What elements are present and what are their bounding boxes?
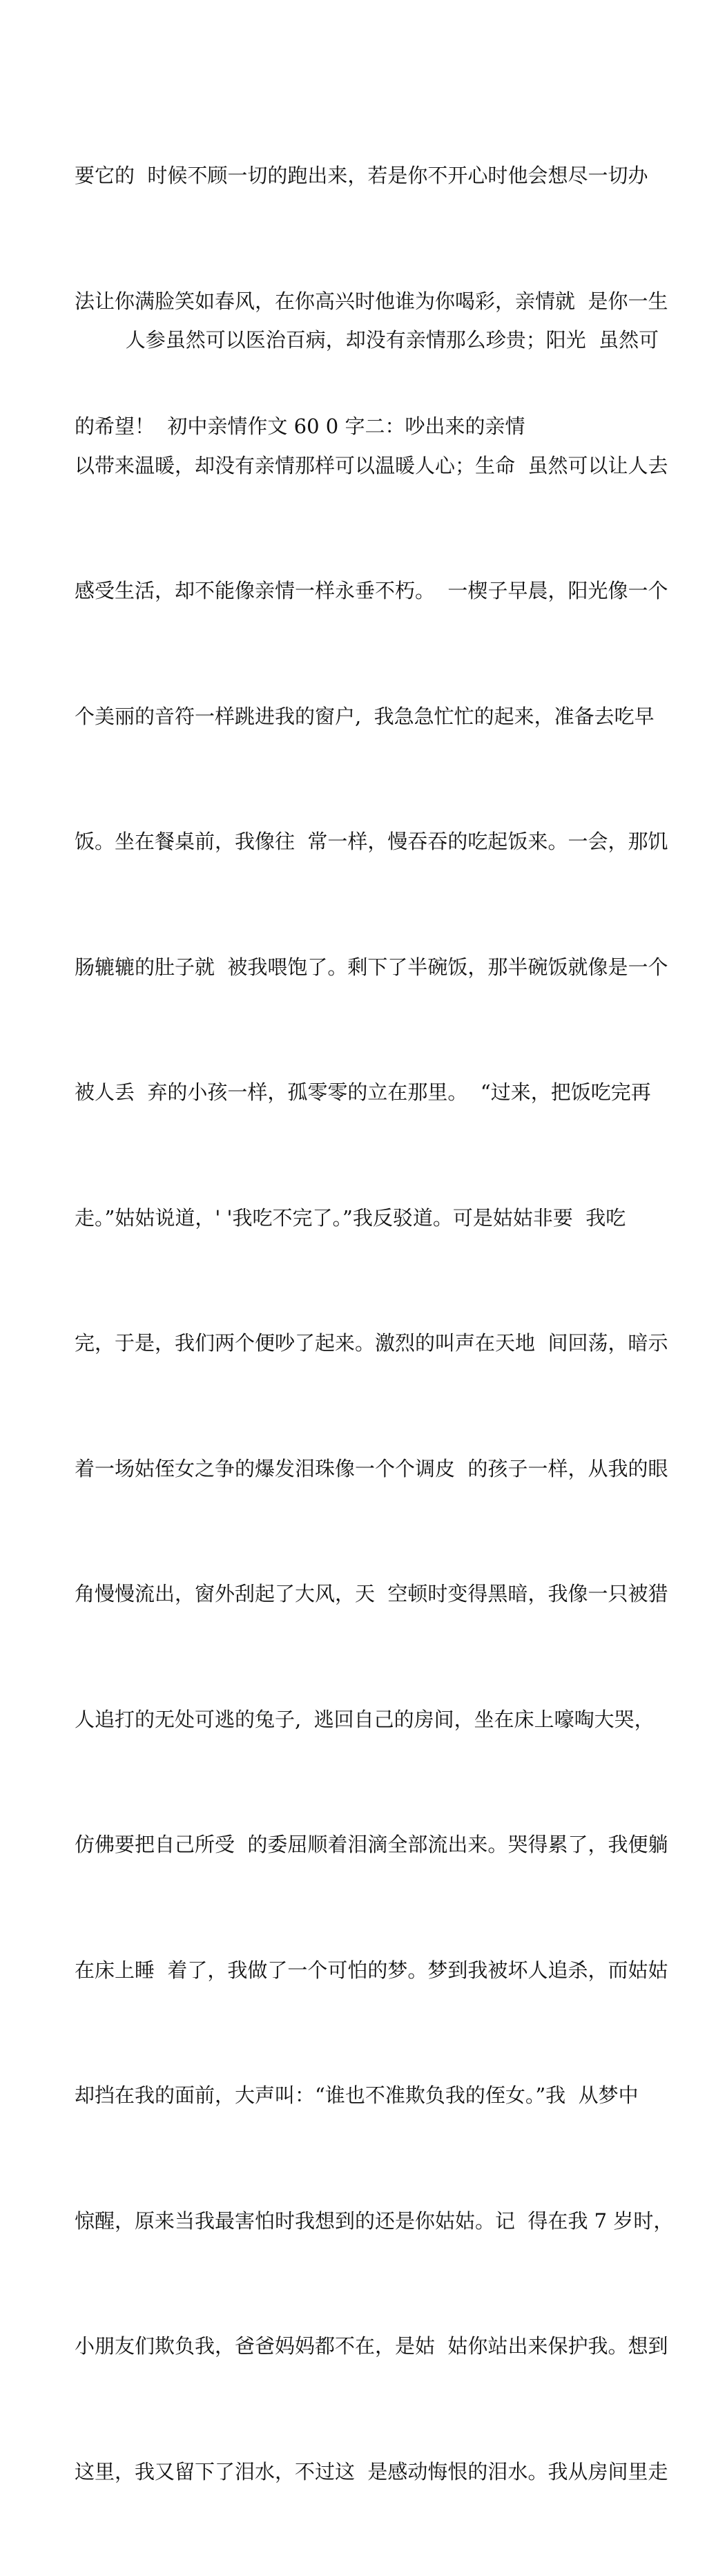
text-line: 饭。坐在餐桌前，我像往 常一样，慢吞吞的吃起饭来。一会，那饥: [75, 830, 668, 853]
text-line: 要它的 时候不顾一切的跑出来，若是你不开心时他会想尽一切办: [75, 164, 648, 187]
text-line: 角慢慢流出，窗外刮起了大风，天 空顿时变得黑暗，我像一只被猎: [75, 1582, 668, 1605]
text-line: 小朋友们欺负我，爸爸妈妈都不在，是姑 姑你站出来保护我。想到: [75, 2334, 668, 2358]
text-line: 完，于是，我们两个便吵了起来。激烈的叫声在天地 间回荡，暗示: [75, 1331, 668, 1355]
text-line: 走。”姑姑说道，' '我吃不完了。”我反驳道。可是姑姑非要 我吃: [75, 1205, 626, 1230]
text-line: 这里，我又留下了泪水，不过这 是感动悔恨的泪水。我从房间里走: [75, 2459, 668, 2483]
text-line: 个美丽的音符一样跳进我的窗户, 我急急忙忙的起来，准备去吃早: [75, 704, 655, 728]
text-line: 法让你满脸笑如春风，在你高兴时他谁为你喝彩，亲情就 是你一生: [75, 289, 668, 313]
text-line: 在床上睡 着了，我做了一个可怕的梦。梦到我被坏人追杀，而姑姑: [75, 1958, 668, 1982]
text-line: 却挡在我的面前，大声叫：“谁也不准欺负我的侄女。”我 从梦中: [75, 2083, 639, 2107]
text-line: 肠辘辘的肚子就 被我喂饱了。剩下了半碗饭，那半碗饭就像是一个: [75, 955, 668, 979]
text-line: 的希望！ 初中亲情作文 60 0 字二：吵出来的亲情: [75, 414, 525, 438]
text-line: 惊醒，原来当我最害怕时我想到的还是你姑姑。记 得在我 7 岁时，: [75, 2208, 674, 2233]
text-line: 人参虽然可以医治百病，却没有亲情那么珍贵；阳光 虽然可: [75, 328, 659, 352]
text-line: 仿佛要把自己所受 的委屈顺着泪滴全部流出来。哭得累了，我便躺: [75, 1833, 668, 1856]
text-line: 着一场姑侄女之争的爆发泪珠像一个个调皮 的孩子一样，从我的眼: [75, 1456, 668, 1480]
text-line: 以带来温暖，却没有亲情那样可以温暖人心；生命 虽然可以让人去: [75, 453, 668, 477]
text-line: 感受生活，却不能像亲情一样永垂不朽。 一楔子早晨，阳光像一个: [75, 579, 668, 602]
text-line: 人追打的无处可逃的兔子, 逃回自己的房间，坐在床上嚎啕大哭，: [75, 1707, 655, 1731]
paragraph-2: [75, 236, 674, 2576]
text-line: 被人丢 弃的小孩一样，孤零零的立在那里。 “过来，把饭吃完再: [75, 1080, 651, 1104]
